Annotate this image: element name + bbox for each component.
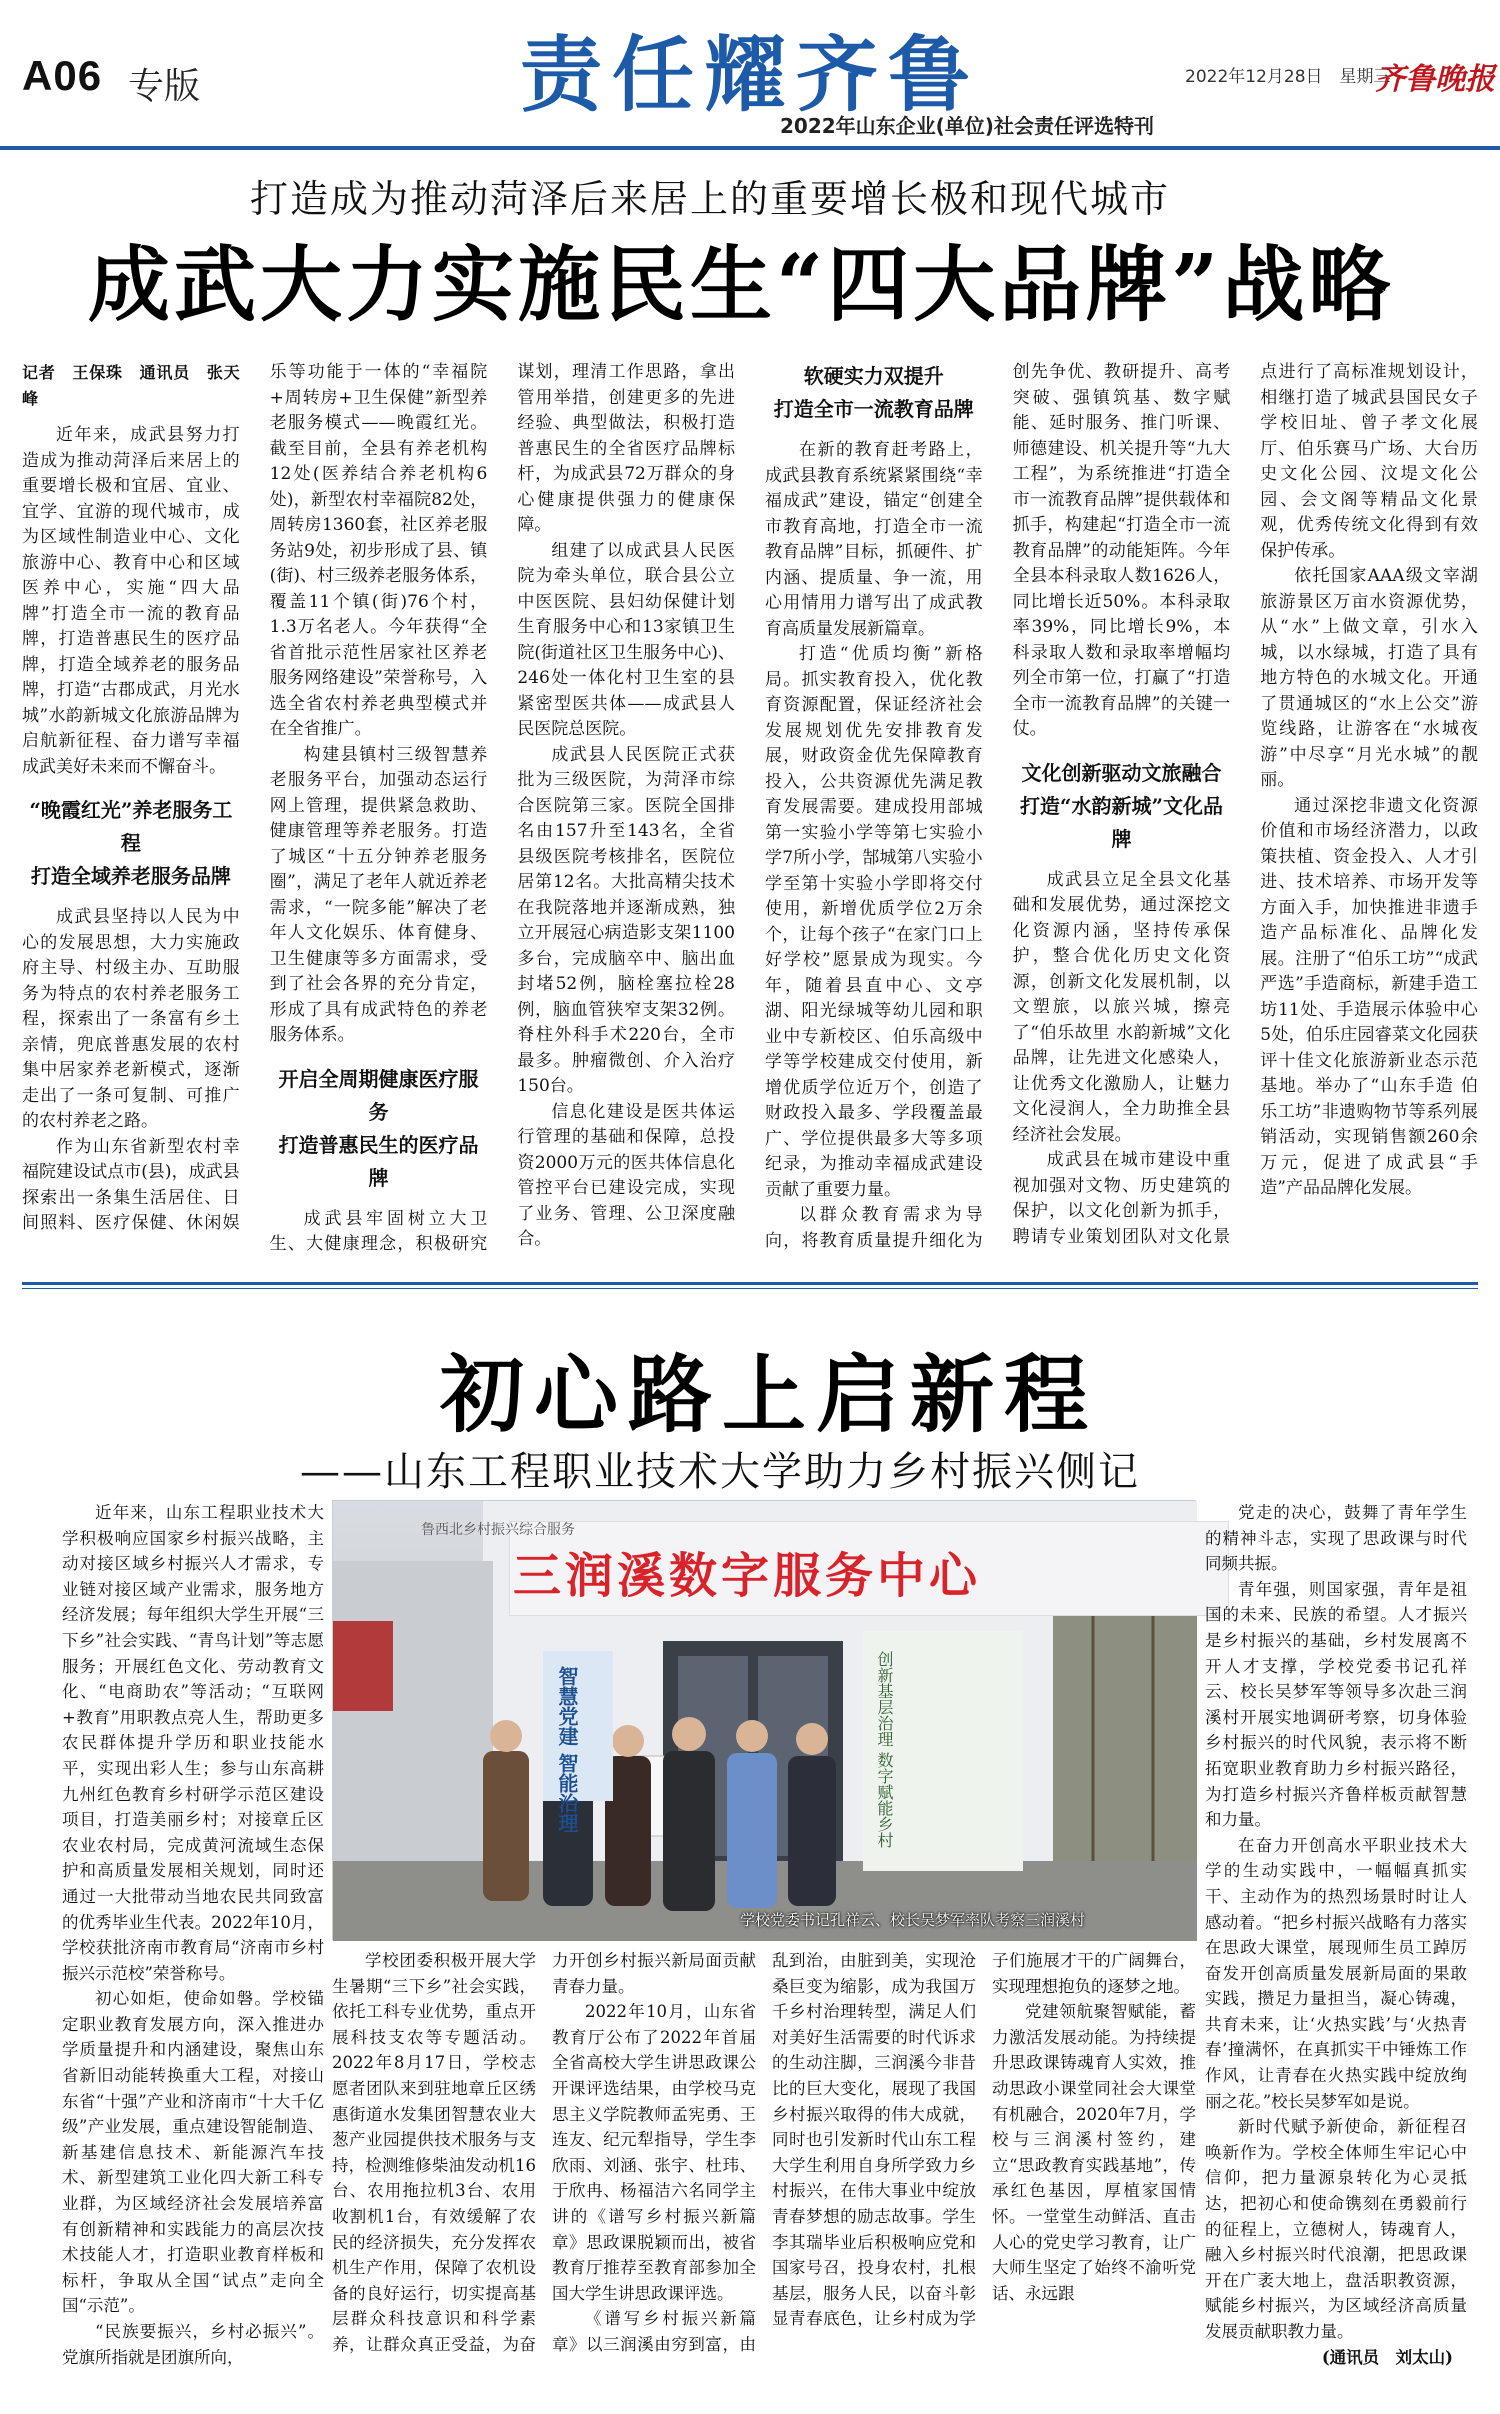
article2-paragraph: 新时代赋予新使命，新征程召唤新作为。学校全体师生牢记心中信仰，把力量源泉转化为心灵抵达，把初心和使命镌刻在勇毅前行的征程上，立德树人，铸魂育人，融入乡村振兴时代浪潮，把思政课开在广袤大地上，盘活职教资源，赋能乡村振兴，为区域经济高质量发展贡献职教力量。 xyxy=(1205,2117,1467,2341)
article1-paragraph: 依托国家AAA级文宰湖旅游景区万亩水资源优势，从“水”上做文章，引水入城，以水绿城，打造了具有地方特色的水城文化。开通了贯通城区的“水上公交”游览线路，让游客在“水城夜游”中尽享“月光水城”的靓丽。 xyxy=(1260,566,1478,790)
article1-subhead xyxy=(765,360,983,426)
article1-paragraph: 构建县镇村三级智慧养老服务平台，加强动态运行网上管理，提供紧急救助、健康管理等养老服务。打造了城区“十五分钟养老服务圈”，满足了老年人就近养老需求，“一院多能”解决了老年人文化娱乐、体育健身、卫生健康等多方面需求，受到了社会各界的充分肯定，形成了具有成武特色的养老服务体系。 xyxy=(269,744,488,1045)
article2-paragraph: 2022年10月，山东省教育厅公布了2022年首届全省高校大学生讲思政课公开课评选结果，由学校马克思主义学院教师孟宪勇、王连友、纪元犁指导，学生李欣雨、刘涵、张宇、杜玮、于欣冉、杨福洁六名同学主讲的《谱写乡村振兴新篇章》思政课脱颖而出，被省教育厅推荐至教育部参加全国大学生讲思政课评选。 xyxy=(552,2002,756,2303)
subhead-text: 打造全市一流教育品牌 xyxy=(773,397,974,421)
article1-paragraph: 作为山东省新型农村幸福院建设试点市(县)，成武县探索出一条集生活居住、日间照料、医疗保健、休闲娱乐等功能于一体的“幸福院+周转房+卫生保健”新型养老服务模式——晚霞红光。截至目前，全县有养老机构12处(医养结合养老机构6处)，新型农村幸福院82处，周转房1360套，社区养老服务站9处，初步形成了县、镇(街)、村三级养老服务体系，覆盖11个镇(街)76个村，1.3万名老人。今年获得“全省首批示范性居家社区养老服务网络建设”荣誉称号，入选全省农村养老典型模式并在全省推广。 xyxy=(22,362,488,1233)
article2-subtitle: ——山东工程职业技术大学助力乡村振兴侧记 xyxy=(300,1449,1140,1495)
subhead-text: 打造全域养老服务品牌 xyxy=(30,864,231,888)
article1-paragraph: 成武县坚持以人民为中心的发展思想，大力实施政府主导、村级主办、互助服务为特点的农村养老服务工程，探索出了一条富有乡土亲情，兜底普惠发展的农村集中居家养老新模式，逐渐走出了一条可复制、可推广的农村养老之路。 xyxy=(22,907,240,1131)
section-divider-thin xyxy=(22,1288,1478,1289)
article1-paragraph: 近年来，成武县努力打造成为推动菏泽后来居上的重要增长极和宜居、宜业、宜学、宜游的现代城市，成为区域性制造业中心、文化旅游中心、教育中心和区域医养中心，实施“四大品牌”打造全市一流的教育品牌，打造普惠民生的医疗品牌，打造全域养老的服务品牌，打造“古郡成武，月光水城”水韵新城文化旅游品牌为启航新征程、奋力谱写幸福成武美好未来而不懈奋斗。 xyxy=(22,425,240,777)
page-number: A06 xyxy=(22,52,103,99)
article2-paragraph: 党建领航聚智赋能，蓄力激活发展动能。为持续提升思政课铸魂育人实效，推动思政小课堂同社会大课堂有机融合，2020年7月，学校与三润溪村签约，建立“思政教育实践基地”，传承红色基因，厚植家国情怀。一堂堂生动鲜活、直击人心的党史学习教育，让广大师生坚定了始终不渝听党话、永远跟 xyxy=(992,2002,1196,2303)
article1-paragraph: 信息化建设是医共体运行管理的基础和保障，总投资2000万元的医共体信息化管控平台已建设完成，实现了业务、管理、公卫深度融合。 xyxy=(517,1101,735,1249)
subhead-text: 软硬实力双提升 xyxy=(803,364,944,388)
article1-paragraph: 在新的教育赶考路上，成武县教育系统紧紧围绕“幸福成武”建设，锚定“创建全市教育高地，打造全市一流教育品牌”目标，抓硬件、扩内涵、提质量、争一流，用心用情用力谱写出了成武教育高质量发展新篇章。 xyxy=(764,440,983,639)
subhead-line xyxy=(29,798,232,888)
subhead-text: 开启全周期健康医疗服务 xyxy=(278,1066,479,1124)
article1-body xyxy=(22,360,1478,1260)
subhead-text: “晚霞红光”养老服务工程 xyxy=(29,798,233,855)
newspaper-logo: 齐鲁晚报 xyxy=(1375,62,1495,97)
article2-paragraph: 初心如炬，使命如磐。学校锚定职业教育发展方向，深入推进办学质量提升和内涵建设，聚焦山东省新旧动能转换重大工程，对接山东省“十强”产业和济南市“十大千亿级”产业发展，重点建设智能制造、新基建信息技术、新能源汽车技术、新型建筑工业化四大新工科专业群，为区域经济社会发展培养富有创新精神和实践能力的高层次技术技能人才，打造职业教育样板和标杆，争取从全国“试点”走向全国“示范”。 xyxy=(62,1989,324,2316)
article2-bottom-columns xyxy=(332,1948,1196,2368)
article1-paragraph: 组建了以成武县人民医院为牵头单位，联合县公立中医医院、县妇幼保健计划生育服务中心和13家镇卫生院(街道社区卫生服务中心)、246处一体化村卫生室的县紧密型医共体——成武县人民医院总医院。 xyxy=(517,540,735,739)
article2-paragraph: 党走的决心，鼓舞了青年学生的精神斗志，实现了思政课与时代同频共振。 xyxy=(1205,1503,1467,1574)
subhead-text: 打造“水韵新城”文化品牌 xyxy=(1019,793,1223,851)
article2-paragraph: 近年来，山东工程职业技术大学积极响应国家乡村振兴战略，主动对接区域乡村振兴人才需求，专业链对接区域产业需求，服务地方经济发展；每年组织大学生开展“三下乡”社会实践、“青鸟计划”等志愿服务；开展红色文化、劳动教育文化、“电商助农”等活动；“互联网+教育”用职教点亮人生，帮助更多农民群体提升学历和职业技能水平，实现出彩人生；参与山东高耕九州红色教育乡村研学示范区建设项目，打造美丽乡村；对接章丘区农业农村局，完成黄河流域生态保护和高质量发展相关规划，同时还通过一大批带动当地农民共同致富的优秀毕业生代表。2022年10月，学校获批济南市教育局“济南市乡村振兴示范校”荣誉称号。 xyxy=(62,1503,324,1983)
section-divider xyxy=(22,1282,1478,1285)
masthead xyxy=(0,0,1500,150)
wall-panel-right-text: 创新基层治理 数字赋能乡村 xyxy=(875,1651,894,1849)
article2-left-column xyxy=(62,1500,324,2367)
article2-headline: 初心路上启新程 xyxy=(440,1345,1099,1444)
issue-date: 2022年12月28日 星期三 xyxy=(1185,67,1391,87)
article2-paragraph: 学校团委积极开展大学生暑期“三下乡”社会实践，依托工科专业优势，重点开展科技支农等专题活动。2022年8月17日，学校志愿者团队来到驻地章丘区绣惠街道水发集团智慧农业大葱产业园提供技术服务与支持，检测维修柴油发动机16台、农用拖拉机3台、农用收割机1台，有效缓解了农民的经济损失，充分发挥农机生产作用，保障了农机设备的良好运行，切实提高基层群众科技意识和科学素养，让群众真正受益，为奋力开创乡村振兴新局面贡献青春力量。 xyxy=(332,1951,756,2354)
masthead-subtitle: 2022年山东企业(单位)社会责任评选特刊 xyxy=(780,114,1154,138)
article1-paragraph: 成武县人民医院正式获批为三级医院，为菏泽市综合医院第三家。医院全国排名由157升至143名，全省县级医院考核排名，医院位居第12名。大批高精尖技术在我院落地并逐渐成熟，独立开展冠心病造影支架1100多台，完成脑卒中、脑出血封堵52例，脑栓塞拉栓28例，脑血管狭窄支架32例。脊柱外科手术220台，全市最多。肿瘤微创、介入治疗150台。 xyxy=(517,744,735,1096)
masthead-title: 责任耀齐鲁 xyxy=(520,27,981,123)
news-photo xyxy=(332,1500,1196,1940)
section-label: 专版 xyxy=(128,66,201,107)
article1-paragraph: 成武县在城市建设中重视加强对文物、历史建筑的保护，以文化创新为抓手，聘请专业策划团队对文化景点进行了高标准规划设计，相继打造了城武县国民女子学校旧址、曾子孝文化展厅、伯乐赛马广场、大台历史文化公园、汶堤文化公园、会文阁等精品文化景观，优秀传统文化得到有效保护传承。 xyxy=(1012,362,1478,1247)
article1-paragraph: 以群众教育需求为导向，将教育质量提升细化为创先争优、教研提升、高考突破、强镇筑基、数字赋能、延时服务、推门听课、师德建设、机关提升等“九大工程”，为系统推进“打造全市一流教育品牌”提供载体和抓手，构建起“打造全市一流教育品牌”的动能矩阵。今年全县本科录取人数1626人，同比增长近50%。本科录取率39%，同比增长9%，本科录取人数和录取率增幅均列全市第一位，打赢了“打造全市一流教育品牌”的关键一仗。 xyxy=(764,362,1231,1251)
subhead-line xyxy=(774,364,974,421)
article2-paragraph: “民族要振兴，乡村必振兴”。党旗所指就是团旗所向， xyxy=(62,2322,324,2367)
article1-subhead xyxy=(22,794,240,893)
masthead-divider xyxy=(0,146,1500,150)
article1-subhead xyxy=(1013,757,1231,856)
sign-small-text: 鲁西北乡村振兴综合服务 xyxy=(421,1522,575,1538)
subhead-line xyxy=(1020,761,1223,851)
article2-credit: (通讯员 刘太山) xyxy=(1321,2347,1453,2367)
sign-text: 三润溪数字服务中心 xyxy=(513,1548,982,1604)
article2-paragraph: 青年强，则国家强，青年是祖国的未来、民族的希望。人才振兴是乡村振兴的基础，乡村发展离不开人才支撑，学校党委书记孔祥云、校长吴梦军等领导多次赴三润溪村开展实地调研考察，切身体验乡村振兴的时代风貌，表示将不断拓宽职业教育助力乡村振兴路径，为打造乡村振兴齐鲁样板贡献智慧和力量。 xyxy=(1205,1579,1467,1830)
subhead-text: 打造普惠民生的医疗品牌 xyxy=(278,1132,479,1190)
article1-headline: 成武大力实施民生“四大品牌”战略 xyxy=(88,237,1395,333)
article1-paragraph: 打造“优质均衡”新格局。抓实教育投入，优化教育资源配置，保证经济社会发展规划优先安排教育发展，财政资金优先保障教育投入，公共资源优先满足教育发展需要。建成投用部城第一实验小学等第七实验小学7所小学，郜城第八实验小学至第十实验小学即将交付使用，新增优质学位2万余个，让每个孩子“在家门口上好学校”愿景成为现实。今年，随着县直中心、文亭湖、阳光绿城等幼儿园和职业中专新校区、伯乐高级中学等学校建成交付使用，新增优质学位近万个，创造了财政投入最多、学段覆盖最广、学位提供最多大等多项纪录，为推动幸福成武建设贡献了重要力量。 xyxy=(764,644,983,1200)
article2-paragraph: 在奋力开创高水平职业技术大学的生动实践中，一幅幅真抓实干、主动作为的热烈场景时时让人感动着。“把乡村振兴战略有力落实在思政大课堂，展现师生员工踔厉奋发开创高质量发展新局面的果敢实践，攒足力量担当，凝心铸魂，共育未来，让‘火热实践’与‘火热青春’撞满怀，在真抓实干中锤炼工作作风，让青春在火热实践中绽放绚丽之花。”校长吴梦军如是说。 xyxy=(1205,1835,1467,2111)
article1-byline: 记者 王保珠 通讯员 张天峰 xyxy=(22,363,240,408)
article1-subhead xyxy=(270,1063,488,1195)
wall-panel-left-text: 智慧党建 智能治理 xyxy=(555,1666,579,1833)
subhead-line xyxy=(278,1067,478,1190)
article2-right-column xyxy=(1205,1500,1467,2367)
photo-caption: 学校党委书记孔祥云、校长吴梦军率队考察三润溪村 xyxy=(740,1911,1086,1929)
article1-subtitle: 打造成为推动菏泽后来居上的重要增长极和现代城市 xyxy=(250,177,1171,221)
article1-paragraph: 成武县牢固树立大卫生、大健康理念，积极研究谋划，理清工作思路，拿出管用举措，创建更多的先进经验、典型做法，积极打造普惠民生的全省医疗品牌标杆，为成武县72万群众的身心健康提供强力的健康保障。 xyxy=(269,362,735,1254)
article1-paragraph: 成武县立足全县文化基础和发展优势，通过深挖文化资源内涵，坚持传承保护，整合优化历史文化资源，创新文化发展机制，以文塑旅，以旅兴城，擦亮了“伯乐故里 水韵新城”文化品牌，让先进文化感染人，让优秀文化激励人，让魅力文化浸润人，全力助推全县经济社会发展。 xyxy=(1012,869,1231,1145)
article1-paragraph: 通过深挖非遗文化资源价值和市场经济潜力，以政策扶植、资金投入、人才引进、技术培养、市场开发等方面入手，加快推进非遗手造产品标准化、品牌化发展。注册了“伯乐工坊”“成武严选”手造商标，新建手造工坊11处、手造展示体验中心5处，伯乐庄园睿菜文化园获评十佳文化旅游新业态示范基地。举办了“山东手造 伯乐工坊”非遗购物节等系列展销活动，实现销售额260余万元，促进了成武县“手造”产品品牌化发展。 xyxy=(1260,795,1478,1198)
article2-paragraph: 《谱写乡村振兴新篇章》以三润溪由穷到富，由乱到治，由脏到美，实现沧桑巨变为缩影，成为我国万千乡村治理转型，满足人们对美好生活需要的时代诉求的生动注脚，三润溪今非昔比的巨大变化，展现了我国乡村振兴取得的伟大成就，同时也引发新时代山东工程大学生利用自身所学致力乡村振兴，在伟大事业中绽放青春梦想的励志故事。学生李其瑞毕业后积极响应党和国家号召，投身农村，扎根基层，服务人民，以奋斗彰显青春底色，让乡村成为学子们施展才干的广阔舞台，实现理想抱负的逐梦之地。 xyxy=(552,1951,1196,2354)
subhead-text: 文化创新驱动文旅融合 xyxy=(1021,760,1222,785)
